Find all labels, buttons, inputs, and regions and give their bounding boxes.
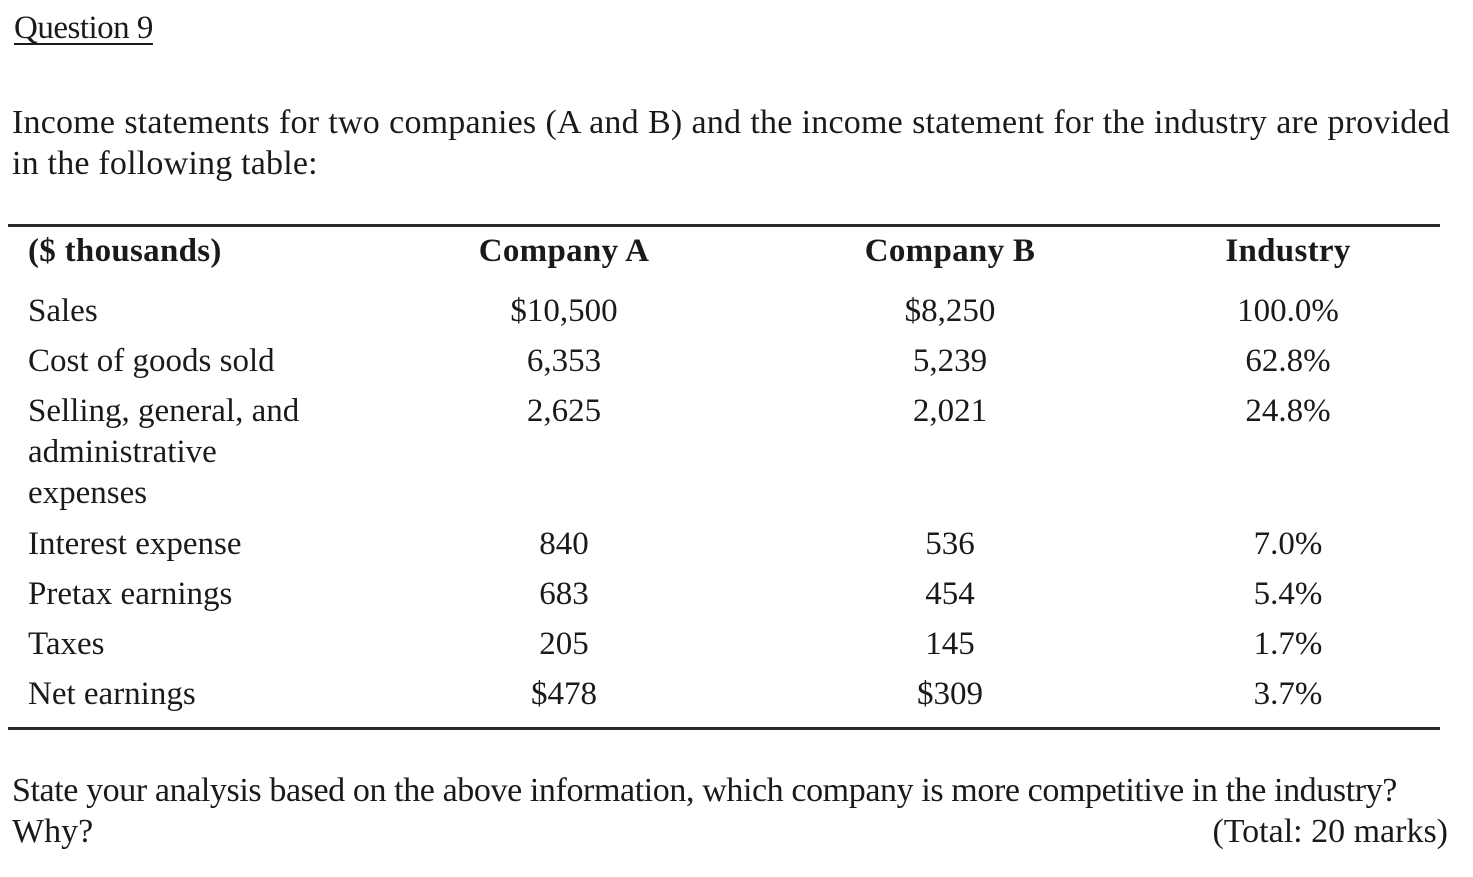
cell-company-b: $309	[917, 676, 983, 712]
header-units: ($ thousands)	[28, 233, 222, 269]
row-label-line: Selling, general, and	[28, 393, 300, 429]
row-label: Net earnings	[28, 676, 196, 712]
cell-company-a: 840	[539, 526, 589, 562]
row-label: Taxes	[28, 626, 105, 662]
header-industry: Industry	[1225, 233, 1351, 269]
question-heading: Question 9	[14, 10, 153, 46]
row-label-line: administrative	[28, 434, 217, 470]
cell-company-a: 205	[539, 626, 589, 662]
cell-industry: 62.8%	[1245, 343, 1331, 379]
row-label-line: expenses	[28, 475, 148, 511]
question-intro: Income statements for two companies (A and B) and the income statement for the industry are provided in the following table:	[12, 104, 1450, 182]
cell-industry: 3.7%	[1253, 676, 1323, 712]
income-statement-table	[8, 224, 1440, 730]
row-label	[28, 391, 358, 514]
cell-company-b: 536	[925, 526, 975, 562]
cell-company-a: 2,625	[526, 393, 602, 429]
row-label: Pretax earnings	[28, 576, 233, 612]
cell-company-a: $478	[531, 676, 597, 712]
cell-company-b: 5,239	[912, 343, 988, 379]
row-label: Interest expense	[28, 526, 242, 562]
row-label: Cost of goods sold	[28, 343, 275, 379]
cell-industry: 5.4%	[1253, 576, 1323, 612]
cell-company-a: 683	[539, 576, 589, 612]
cell-industry: 100.0%	[1237, 293, 1339, 329]
cell-industry: 24.8%	[1245, 393, 1331, 429]
total-marks: (Total: 20 marks)	[1212, 813, 1448, 850]
cell-company-a: $10,500	[510, 293, 618, 329]
cell-company-b: $8,250	[904, 293, 996, 329]
question-why: Why?	[12, 813, 94, 850]
cell-company-a: 6,353	[526, 343, 602, 379]
header-company-b: Company B	[864, 233, 1036, 269]
header-company-a: Company A	[478, 233, 650, 269]
cell-industry: 1.7%	[1253, 626, 1323, 662]
cell-company-b: 145	[925, 626, 975, 662]
table-row-sga	[8, 391, 1440, 516]
cell-industry: 7.0%	[1253, 526, 1323, 562]
cell-company-b: 454	[925, 576, 975, 612]
row-label: Sales	[28, 293, 98, 329]
cell-company-b: 2,021	[912, 393, 988, 429]
question-prompt: State your analysis based on the above information, which company is more competitive in the industry?	[12, 772, 1397, 809]
